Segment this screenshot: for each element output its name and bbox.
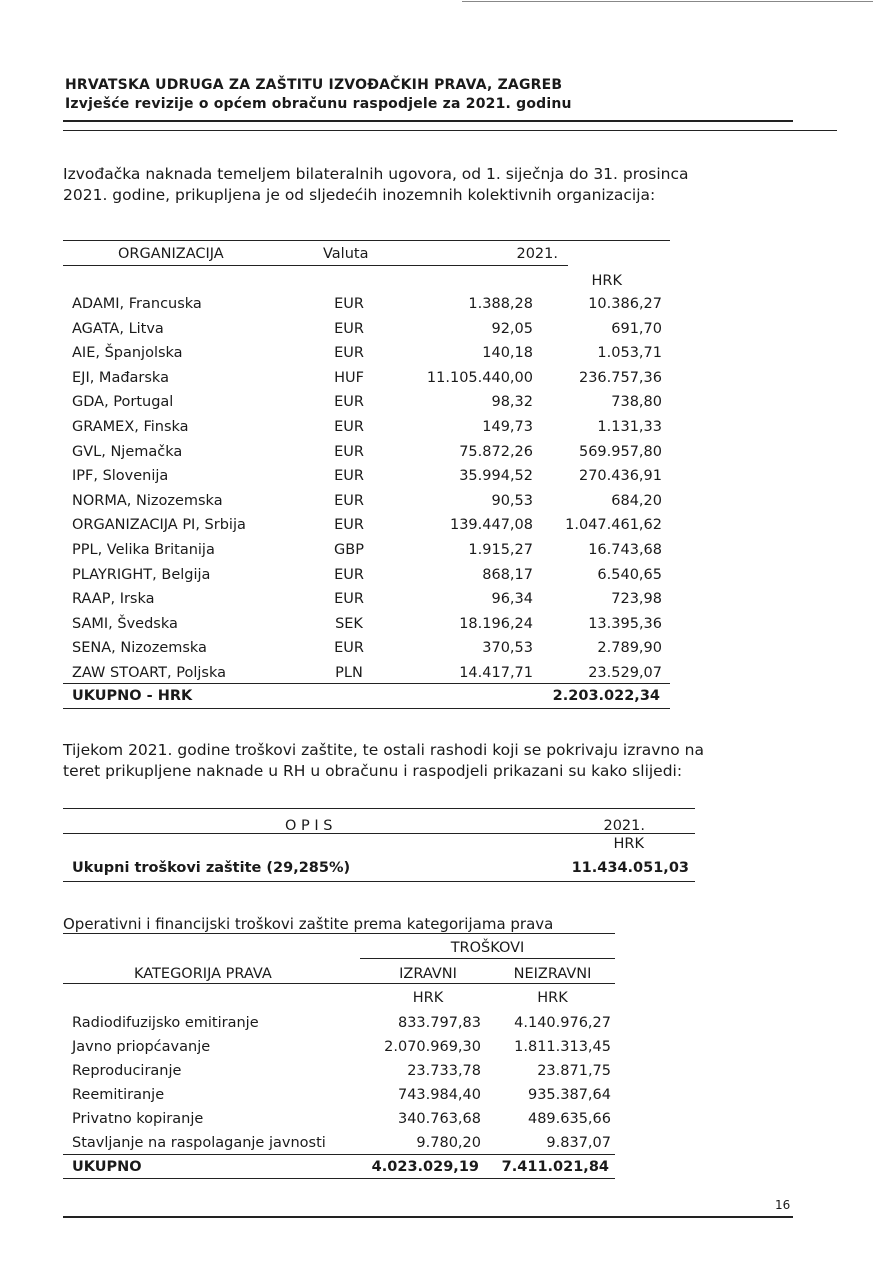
opis-row-value: 11.434.051,03: [571, 860, 689, 876]
category-row-indirect: 489.635,66: [527, 1111, 611, 1127]
category-total-direct: 4.023.029,19: [371, 1159, 479, 1175]
org-row-name: ORGANIZACIJA PI, Srbija: [72, 517, 246, 533]
footer-rule: [63, 1216, 793, 1218]
org-row-name: IPF, Slovenija: [72, 468, 169, 484]
org-row-amount: 868,17: [482, 567, 533, 583]
org-row-currency: EUR: [334, 345, 364, 361]
category-total-rule: [63, 1178, 615, 1179]
opis-bottom-rule: [63, 881, 695, 882]
org-row-name: AGATA, Litva: [72, 321, 164, 337]
org-row-amount: 35.994,52: [459, 468, 533, 484]
category-row-indirect: 4.140.976,27: [514, 1015, 611, 1031]
org-row-currency: EUR: [334, 567, 364, 583]
org-row-hrk: 684,20: [611, 493, 662, 509]
category-row-name: Javno priopćavanje: [72, 1039, 211, 1055]
org-row-amount: 90,53: [491, 493, 533, 509]
category-row-name: Stavljanje na raspolaganje javnosti: [72, 1135, 326, 1151]
category-total-label: UKUPNO: [72, 1159, 142, 1175]
org-row-amount: 98,32: [491, 394, 533, 410]
org-col-header-organization: ORGANIZACIJA: [118, 246, 224, 262]
org-row-name: ZAW STOART, Poljska: [72, 665, 226, 681]
page-number: 16: [775, 1198, 791, 1212]
header-rule-bottom: [63, 130, 837, 131]
top-edge-line: [462, 1, 873, 2]
opis-col-header-description: O P I S: [285, 818, 333, 834]
org-row-amount: 18.196,24: [459, 616, 533, 632]
org-row-name: RAAP, Irska: [72, 591, 155, 607]
costs-intro-line-2: teret prikupljene naknade u RH u obračunu i raspodjeli prikazani su kako slijedi:: [63, 762, 683, 780]
opis-col-unit-hrk: HRK: [613, 836, 644, 852]
org-table-top-rule: [63, 240, 670, 241]
org-row-hrk: 1.047.461,62: [565, 517, 662, 533]
category-col-header-direct: IZRAVNI: [399, 966, 457, 982]
org-row-name: PLAYRIGHT, Belgija: [72, 567, 211, 583]
org-row-currency: EUR: [334, 468, 364, 484]
org-row-hrk: 691,70: [611, 321, 662, 337]
costs-intro-line-1: Tijekom 2021. godine troškovi zaštite, te ostali rashodi koji se pokrivaju izravno na: [63, 741, 704, 759]
org-row-amount: 140,18: [482, 345, 533, 361]
category-group-rule: [360, 958, 615, 959]
org-row-amount: 14.417,71: [459, 665, 533, 681]
org-row-hrk: 569.957,80: [578, 444, 662, 460]
org-row-currency: EUR: [334, 517, 364, 533]
category-row-indirect: 23.871,75: [537, 1063, 611, 1079]
opis-top-rule: [63, 808, 695, 809]
header-rule-top: [63, 120, 793, 122]
opis-row-label: Ukupni troškovi zaštite (29,285%): [72, 860, 351, 876]
org-row-currency: EUR: [334, 493, 364, 509]
category-group-header-costs: TROŠKOVI: [450, 940, 525, 956]
category-title-underline: [63, 933, 615, 934]
org-row-currency: EUR: [334, 591, 364, 607]
category-row-direct: 9.780,20: [416, 1135, 481, 1151]
category-total-indirect: 7.411.021,84: [501, 1159, 609, 1175]
org-row-amount: 149,73: [482, 419, 533, 435]
opis-col-header-year: 2021.: [603, 818, 645, 834]
org-row-amount: 92,05: [491, 321, 533, 337]
org-row-hrk: 723,98: [611, 591, 662, 607]
category-col-header-indirect: NEIZRAVNI: [513, 966, 592, 982]
org-row-hrk: 738,80: [611, 394, 662, 410]
org-row-name: GRAMEX, Finska: [72, 419, 189, 435]
header-report-title: Izvješće revizije o općem obračunu raspodjele za 2021. godinu: [65, 96, 572, 112]
org-row-hrk: 13.395,36: [588, 616, 662, 632]
category-row-direct: 833.797,83: [397, 1015, 481, 1031]
org-row-currency: EUR: [334, 444, 364, 460]
org-row-name: GDA, Portugal: [72, 394, 174, 410]
org-row-hrk: 236.757,36: [578, 370, 662, 386]
category-body-rule: [63, 1154, 615, 1155]
org-row-currency: HUF: [334, 370, 364, 386]
org-row-currency: EUR: [334, 394, 364, 410]
category-row-direct: 743.984,40: [397, 1087, 481, 1103]
org-row-hrk: 6.540,65: [597, 567, 662, 583]
org-row-hrk: 10.386,27: [588, 296, 662, 312]
org-row-name: SAMI, Švedska: [72, 616, 178, 632]
category-row-direct: 340.763,68: [397, 1111, 481, 1127]
category-header-rule: [63, 983, 615, 984]
org-row-name: EJI, Mađarska: [72, 370, 169, 386]
category-row-name: Reemitiranje: [72, 1087, 165, 1103]
category-row-name: Radiodifuzijsko emitiranje: [72, 1015, 259, 1031]
org-col-header-currency: Valuta: [323, 246, 369, 262]
org-row-hrk: 1.131,33: [597, 419, 662, 435]
org-header-rule-left: [63, 265, 568, 266]
org-row-currency: GBP: [334, 542, 364, 558]
category-row-name: Privatno kopiranje: [72, 1111, 204, 1127]
org-row-amount: 11.105.440,00: [426, 370, 533, 386]
intro-line-1: Izvođačka naknada temeljem bilateralnih ugovora, od 1. siječnja do 31. prosinca: [63, 165, 689, 183]
org-col-unit-hrk: HRK: [591, 273, 622, 289]
org-row-hrk: 23.529,07: [588, 665, 662, 681]
category-row-name: Reproduciranje: [72, 1063, 182, 1079]
org-row-amount: 96,34: [491, 591, 533, 607]
org-row-name: AIE, Španjolska: [72, 345, 183, 361]
org-col-header-year: 2021.: [516, 246, 558, 262]
opis-header-rule: [63, 833, 695, 834]
org-row-amount: 1.915,27: [468, 542, 533, 558]
org-row-hrk: 2.789,90: [597, 640, 662, 656]
category-row-direct: 2.070.969,30: [384, 1039, 481, 1055]
category-row-indirect: 935.387,64: [527, 1087, 611, 1103]
org-table-body-rule: [63, 683, 670, 684]
org-row-currency: EUR: [334, 640, 364, 656]
category-col-header-category: KATEGORIJA PRAVA: [134, 966, 272, 982]
org-row-name: NORMA, Nizozemska: [72, 493, 223, 509]
org-row-amount: 139.447,08: [449, 517, 533, 533]
header-organization: HRVATSKA UDRUGA ZA ZAŠTITU IZVOĐAČKIH PRAVA, ZAGREB: [65, 77, 563, 93]
category-row-indirect: 9.837,07: [546, 1135, 611, 1151]
org-row-name: SENA, Nizozemska: [72, 640, 207, 656]
category-unit-indirect: HRK: [537, 990, 568, 1006]
category-unit-direct: HRK: [412, 990, 444, 1006]
org-row-currency: EUR: [334, 419, 364, 435]
intro-line-2: 2021. godine, prikupljena je od sljedećih inozemnih kolektivnih organizacija:: [63, 186, 656, 204]
org-row-name: GVL, Njemačka: [72, 444, 183, 460]
category-table-title: Operativni i financijski troškovi zaštite prema kategorijama prava: [63, 915, 554, 933]
org-row-currency: EUR: [334, 321, 364, 337]
org-row-amount: 75.872,26: [459, 444, 533, 460]
org-row-amount: 1.388,28: [468, 296, 533, 312]
org-row-name: ADAMI, Francuska: [72, 296, 202, 312]
org-row-currency: PLN: [335, 665, 363, 681]
org-row-hrk: 270.436,91: [578, 468, 662, 484]
org-total-value: 2.203.022,34: [552, 688, 660, 704]
org-total-label: UKUPNO - HRK: [72, 688, 193, 704]
org-row-hrk: 1.053,71: [597, 345, 662, 361]
org-row-hrk: 16.743,68: [588, 542, 662, 558]
org-row-currency: EUR: [334, 296, 364, 312]
org-table-total-rule: [63, 708, 670, 709]
category-row-direct: 23.733,78: [407, 1063, 481, 1079]
org-row-name: PPL, Velika Britanija: [72, 542, 215, 558]
org-row-amount: 370,53: [482, 640, 533, 656]
org-row-currency: SEK: [335, 616, 363, 632]
category-row-indirect: 1.811.313,45: [514, 1039, 611, 1055]
